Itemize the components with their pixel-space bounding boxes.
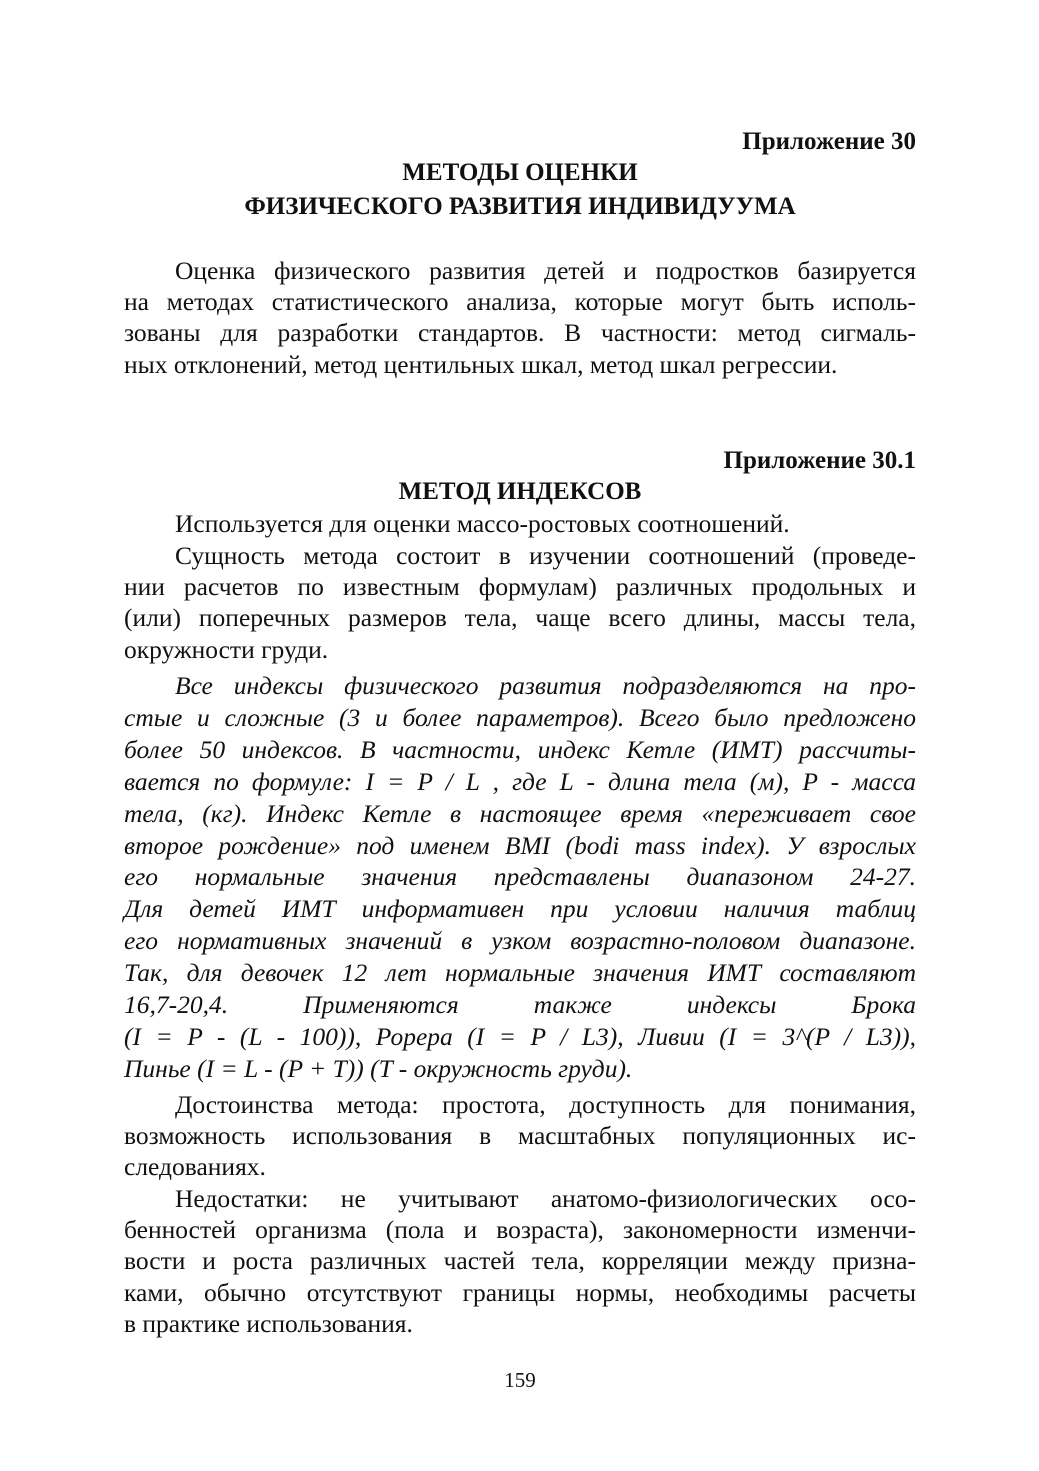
text-line: его нормальные значения представлены диапазоном 24-27.: [124, 862, 916, 892]
paragraph-method-essence: [124, 540, 916, 665]
text-line: (или) поперечных размеров тела, чаще всего длины, массы тела,: [124, 603, 916, 633]
text-line: зованы для разработки стандартов. В частности: метод сигмаль-: [124, 318, 916, 348]
text-line: стые и сложные (3 и более параметров). Всего было предложено: [124, 702, 916, 732]
paragraph-indices-italic: [124, 670, 916, 1085]
text-line: второе рождение» под именем BMI (bodi mass index). У взрослых: [124, 830, 916, 860]
text-line: возможность использования в масштабных популяционных ис-: [124, 1121, 916, 1151]
text-line: окружности груди.: [124, 634, 329, 664]
text-line: Все индексы физического развития подразделяются на про-: [175, 671, 916, 700]
text-line: Так, для девочек 12 лет нормальные значения ИМТ составляют: [124, 958, 916, 988]
text-line: вается по формуле: I = P / L , где L - длина тела (м), P - масса: [124, 766, 916, 796]
text-line: Используется для оценки массо-ростовых соотношений.: [175, 509, 790, 538]
appendix-30-label: Приложение 30: [742, 128, 916, 155]
text-line: вости и роста различных частей тела, корреляции между призна-: [124, 1246, 916, 1276]
appendix-30-title-line-2: ФИЗИЧЕСКОГО РАЗВИТИЯ ИНДИВИДУУМА: [244, 193, 796, 220]
text-line: бенностей организма (пола и возраста), закономерности изменчи-: [124, 1215, 916, 1245]
paragraph-disadvantages: [124, 1183, 916, 1339]
text-line: Достоинства метода: простота, доступность для понимания,: [175, 1090, 916, 1119]
text-line: тела, (кг). Индекс Кетле в настоящее время «переживает свое: [124, 798, 916, 828]
text-line: Сущность метода состоит в изучении соотношений (проведе-: [175, 541, 916, 570]
appendix-30-1-title: МЕТОД ИНДЕКСОВ: [398, 478, 642, 505]
text-line: в практике использования.: [124, 1308, 413, 1338]
text-line: нии расчетов по известным формулам) различных продольных и: [124, 572, 916, 602]
paragraph-advantages: [124, 1089, 916, 1183]
text-line: ками, обычно отсутствуют границы нормы, необходимы расчеты: [124, 1277, 916, 1307]
text-line: Пинье (I = L - (P + T)) (T - окружность груди).: [124, 1053, 633, 1083]
appendix-30-1-label: Приложение 30.1: [723, 447, 916, 474]
text-line: его нормативных значений в узком возрастно-половом диапазоне.: [124, 926, 916, 956]
text-line: Недостатки: не учитывают анатомо-физиологических осо-: [175, 1184, 916, 1213]
text-line: следованиях.: [124, 1152, 266, 1182]
appendix-30-intro-paragraph: [124, 255, 916, 380]
text-line: Для детей ИМТ информативен при условии наличия таблиц: [124, 894, 916, 924]
text-line: более 50 индексов. В частности, индекс Кетле (ИМТ) рассчиты-: [124, 734, 916, 764]
text-line: на методах статистического анализа, которые могут быть исполь-: [124, 287, 916, 317]
page-number: 159: [504, 1368, 536, 1392]
paragraph-usage: [124, 508, 916, 539]
document-page: [124, 0, 916, 1471]
text-line: ных отклонений, метод центильных шкал, метод шкал регрессии.: [124, 349, 838, 379]
text-line: Оценка физического развития детей и подростков базируется: [175, 256, 916, 285]
appendix-30-title-line-1: МЕТОДЫ ОЦЕНКИ: [402, 159, 638, 186]
text-line: 16,7-20,4. Применяются также индексы Брока: [124, 990, 916, 1020]
text-line: (I = P - (L - 100)), Рорера (I = P / L3), Ливии (I = 3^(P / L3)),: [124, 1021, 916, 1051]
